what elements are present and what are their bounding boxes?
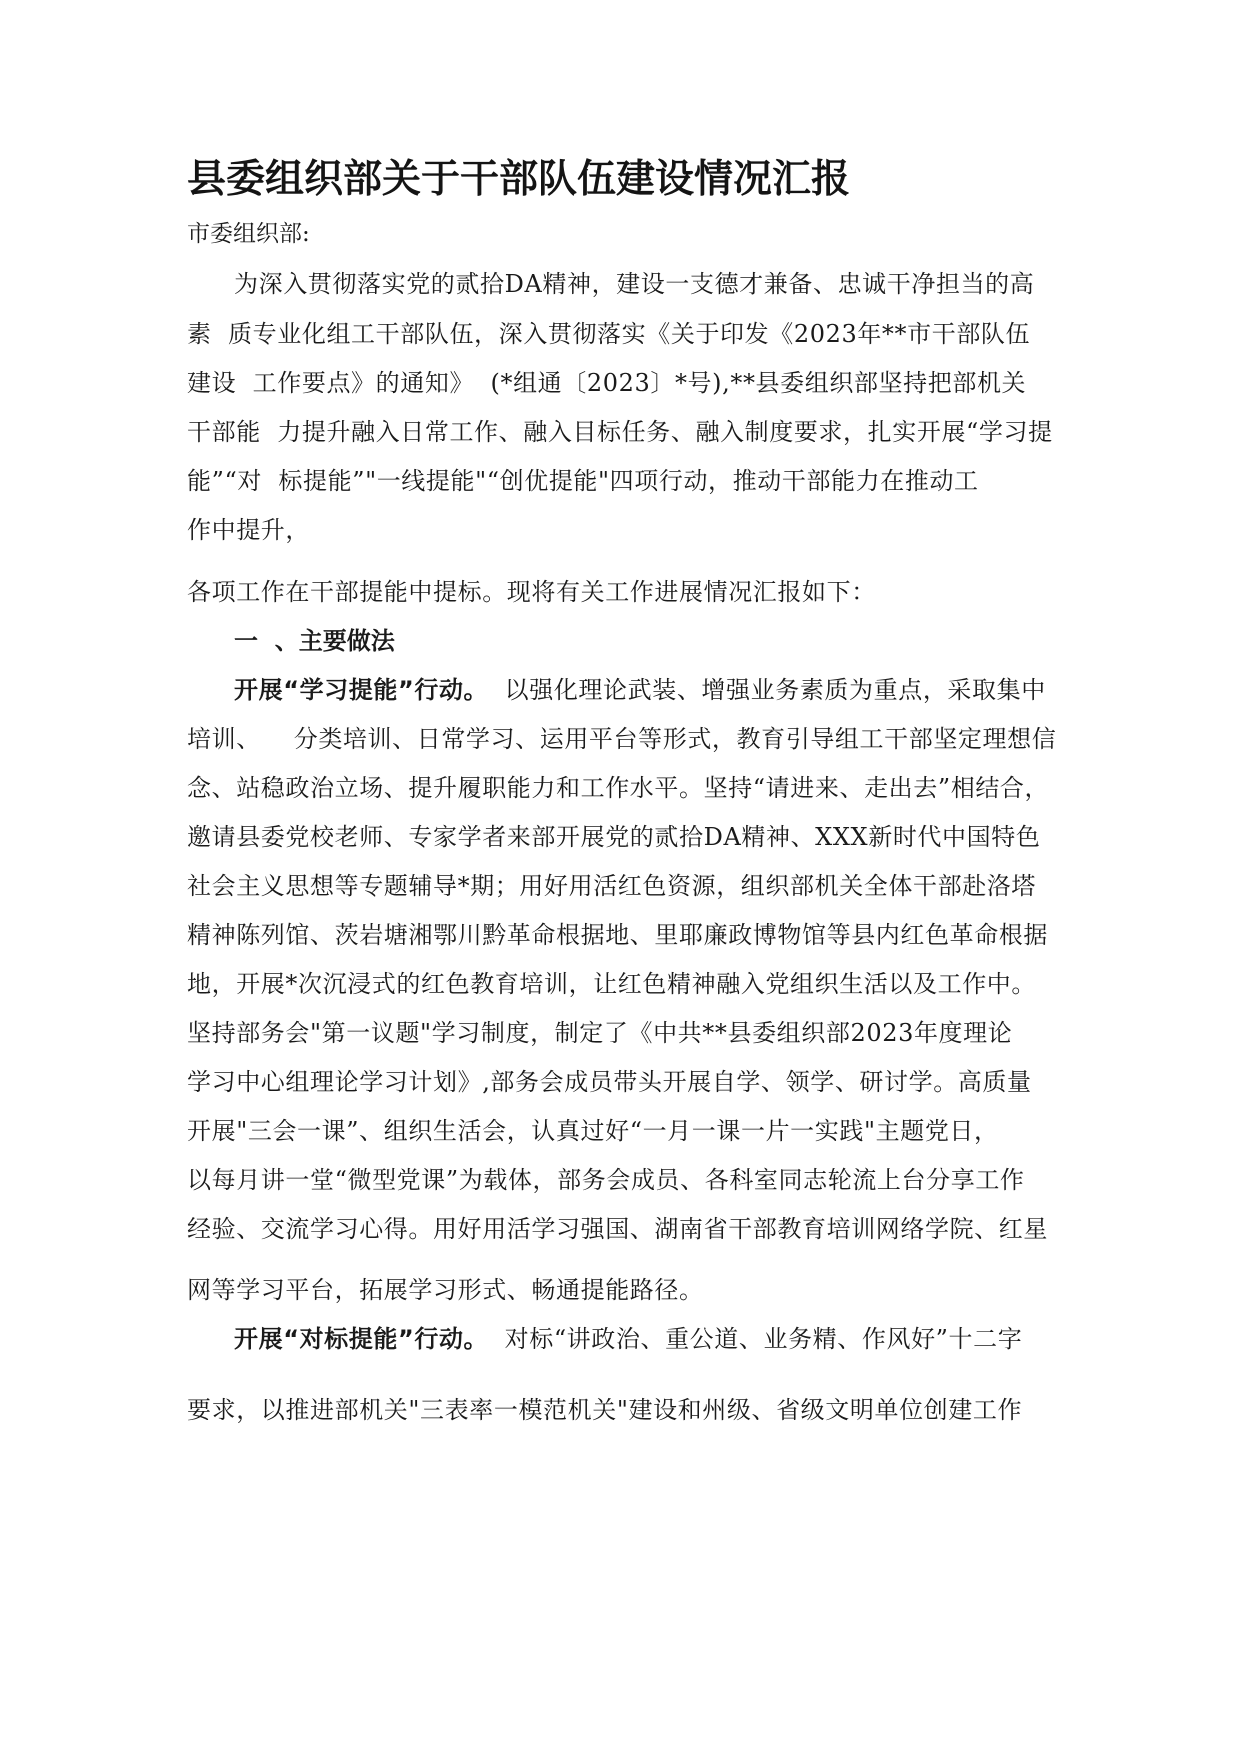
paragraph-line: 邀请县委党校老师、专家学者来部开展党的贰拾DA精神、XXX新时代中国特色 [187, 823, 1041, 851]
paragraph-line: 培训、 分类培训、日常学习、运用平台等形式，教育引导组工干部坚定理想信 [187, 725, 1057, 753]
paragraph-lead: 开展“对标提能”行动。 [234, 1325, 489, 1353]
paragraph-line: 念、站稳政治立场、提升履职能力和工作水平。坚持“请进来、走出去”相结合， [187, 774, 1050, 802]
document-title: 县委组织部关于干部队伍建设情况汇报 [187, 157, 851, 202]
intro-line: 各项工作在干部提能中提标。现将有关工作进展情况汇报如下： [187, 578, 876, 606]
paragraph-lead: 开展“学习提能”行动。 [234, 676, 489, 704]
paragraph-line: 要求，以推进部机关"三表率一模范机关"建设和州级、省级文明单位创建工作 [187, 1396, 1023, 1424]
intro-line: 能”“对 标提能”"一线提能"“创优提能"四项行动，推动干部能力在推动工 [187, 467, 979, 495]
paragraph-line: 坚持部务会"第一议题"学习制度，制定了《中共**县委组织部2023年度理论 [187, 1019, 1013, 1047]
intro-line: 干部能 力提升融入日常工作、融入目标任务、融入制度要求，扎实开展“学习提 [187, 418, 1053, 446]
paragraph-line [234, 1319, 1022, 1359]
paragraph-line [234, 670, 1046, 710]
intro-line: 为深入贯彻落实党的贰拾DA精神，建设一支德才兼备、忠诚干净担当的高 [234, 270, 1035, 298]
paragraph-line: 社会主义思想等专题辅导*期；用好用活红色资源，组织部机关全体干部赴洛塔 [187, 872, 1036, 900]
paragraph-line: 学习中心组理论学习计划》,部务会成员带头开展自学、领学、研讨学。高质量 [187, 1068, 1032, 1096]
paragraph-text: 对标“讲政治、重公道、业务精、作风好”十二字 [488, 1325, 1023, 1353]
section-heading: 一 、主要做法 [234, 627, 395, 655]
paragraph-line: 精神陈列馆、茨岩塘湘鄂川黔革命根据地、里耶廉政博物馆等县内红色革命根据 [187, 921, 1048, 949]
intro-line: 作中提升， [187, 516, 310, 544]
paragraph-line: 以每月讲一堂“微型党课”为载体，部务会成员、各科室同志轮流上台分享工作 [187, 1166, 1025, 1194]
paragraph-line: 开展"三会一课”、组织生活会，认真过好“一月一课一片一实践"主题党日， [187, 1117, 999, 1145]
intro-line: 建设 工作要点》的通知》 (*组通〔2023〕*号),**县委组织部坚持把部机关 [187, 369, 1027, 397]
intro-line: 素 质专业化组工干部队伍，深入贯彻落实《关于印发《2023年**市干部队伍 [187, 320, 1031, 348]
paragraph-line: 网等学习平台，拓展学习形式、畅通提能路径。 [187, 1276, 704, 1304]
paragraph-text: 以强化理论武装、增强业务素质为重点，采取集中 [488, 676, 1046, 704]
paragraph-line: 经验、交流学习心得。用好用活学习强国、湖南省干部教育培训网络学院、红星 [187, 1215, 1048, 1243]
salutation: 市委组织部: [187, 221, 310, 247]
paragraph-line: 地，开展*次沉浸式的红色教育培训，让红色精神融入党组织生活以及工作中。 [187, 970, 1036, 998]
